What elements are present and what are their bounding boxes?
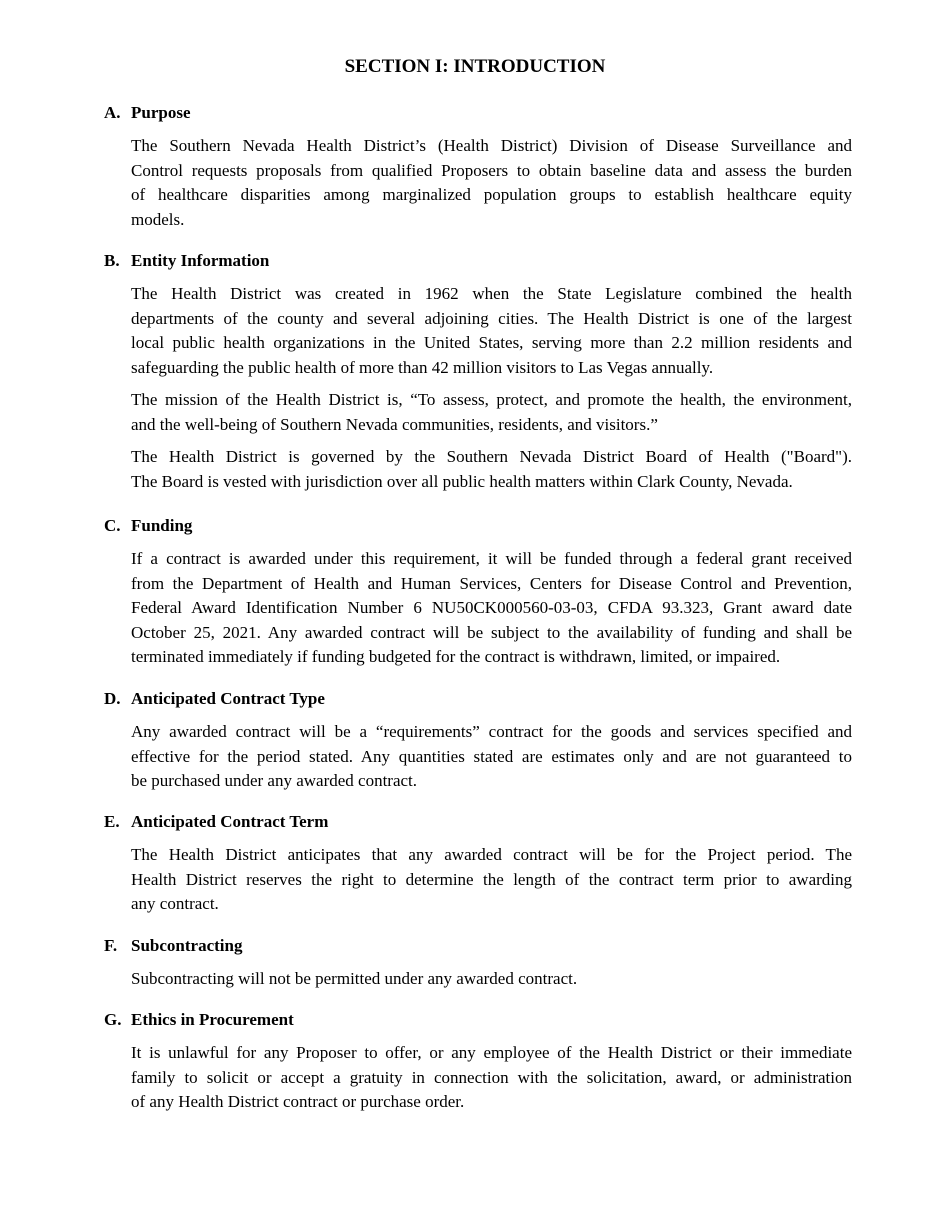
- paragraph-line: safeguarding the public health of more than 42 million visitors to Las Vegas annually.: [131, 357, 714, 377]
- paragraph-line: The mission of the Health District is, “To assess, protect, and promote the health, the environment,: [131, 390, 852, 409]
- paragraph-line: local public health organizations in the United States, serving more than 2.2 million residents and: [131, 333, 852, 352]
- section-letter: E.: [104, 812, 120, 831]
- paragraph-line: and the well-being of Southern Nevada communities, residents, and visitors.”: [131, 414, 658, 434]
- section-title: Entity Information: [131, 251, 270, 270]
- paragraph-line: models.: [131, 209, 185, 229]
- section-letter: D.: [104, 689, 121, 708]
- section-letter: G.: [104, 1010, 122, 1029]
- paragraph: [131, 445, 852, 494]
- paragraph: [131, 843, 852, 917]
- paragraph: [131, 282, 852, 380]
- page-title: SECTION I: INTRODUCTION: [344, 56, 606, 77]
- paragraph-line: effective for the period stated. Any quantities stated are estimates only and are not guaranteed to: [131, 746, 852, 766]
- section-ethics-in-procurement: [104, 1008, 852, 1115]
- paragraph-line: It is unlawful for any Proposer to offer, or any employee of the Health District or their immediate: [131, 1043, 852, 1062]
- section-heading: [104, 101, 852, 125]
- paragraph-line: Subcontracting will not be permitted under any awarded contract.: [131, 969, 578, 988]
- paragraph-line: of any Health District contract or purchase order.: [131, 1092, 465, 1111]
- section-heading: [104, 1008, 852, 1032]
- section-title: Ethics in Procurement: [131, 1010, 294, 1029]
- paragraph: [131, 547, 852, 670]
- section-letter: A.: [104, 103, 121, 122]
- paragraph-line: any contract.: [131, 894, 219, 913]
- section-entity-information: [104, 249, 852, 494]
- paragraph-line: The Health District is governed by the Southern Nevada District Board of Health ("Board").: [131, 447, 852, 466]
- section-purpose: [104, 101, 852, 232]
- paragraph-line: October 25, 2021. Any awarded contract will be subject to the availability of funding and shall be: [131, 622, 852, 642]
- paragraph-line: from the Department of Health and Human Services, Centers for Disease Control and Prevention,: [131, 573, 852, 593]
- section-letter: B.: [104, 251, 120, 270]
- paragraph-line: If a contract is awarded under this requirement, it will be funded through a federal grant received: [131, 549, 852, 568]
- paragraph-line: departments of the county and several adjoining cities. The Health District is one of the largest: [131, 308, 852, 328]
- section-heading: [104, 810, 852, 834]
- section-letter: C.: [104, 516, 121, 535]
- section-heading: [104, 249, 852, 273]
- section-title: Funding: [131, 516, 193, 535]
- paragraph: [131, 388, 852, 437]
- section-anticipated-contract-type: [104, 687, 852, 794]
- section-letter: F.: [104, 936, 118, 955]
- section-anticipated-contract-term: [104, 810, 852, 917]
- paragraph: [131, 967, 852, 992]
- paragraph-line: terminated immediately if funding budgeted for the contract is withdrawn, limited, or impaired.: [131, 647, 781, 666]
- section-heading: [104, 687, 852, 711]
- paragraph: [131, 1041, 852, 1115]
- paragraph-line: Federal Award Identification Number 6 NU50CK000560-03-03, CFDA 93.323, Grant award date: [131, 598, 852, 617]
- section-subcontracting: [104, 934, 852, 992]
- paragraph-line: Any awarded contract will be a “requirements” contract for the goods and services specified and: [131, 722, 852, 741]
- paragraph: [131, 720, 852, 794]
- section-heading: [104, 934, 852, 958]
- section-funding: [104, 514, 852, 670]
- paragraph-line: Health District reserves the right to determine the length of the contract term prior to awarding: [131, 869, 852, 889]
- paragraph-line: family to solicit or accept a gratuity in connection with the solicitation, award, or administration: [131, 1067, 852, 1087]
- section-title: Anticipated Contract Type: [131, 689, 325, 708]
- paragraph-line: The Southern Nevada Health District’s (Health District) Division of Disease Surveillance and: [131, 136, 852, 155]
- paragraph-line: The Board is vested with jurisdiction over all public health matters within Clark County, Nevada.: [131, 471, 793, 491]
- section-title: Subcontracting: [131, 936, 243, 955]
- paragraph-line: of healthcare disparities among marginalized population groups to establish healthcare equity: [131, 185, 852, 204]
- section-heading: [104, 514, 852, 538]
- paragraph-line: Control requests proposals from qualified Proposers to obtain baseline data and assess the burden: [131, 160, 852, 180]
- section-title: Anticipated Contract Term: [131, 812, 329, 831]
- paragraph: [131, 134, 852, 232]
- paragraph-line: be purchased under any awarded contract.: [131, 771, 418, 790]
- section-title: Purpose: [131, 103, 191, 122]
- paragraph-line: The Health District anticipates that any awarded contract will be for the Project period. The: [131, 845, 852, 864]
- paragraph-line: The Health District was created in 1962 when the State Legislature combined the health: [131, 284, 852, 303]
